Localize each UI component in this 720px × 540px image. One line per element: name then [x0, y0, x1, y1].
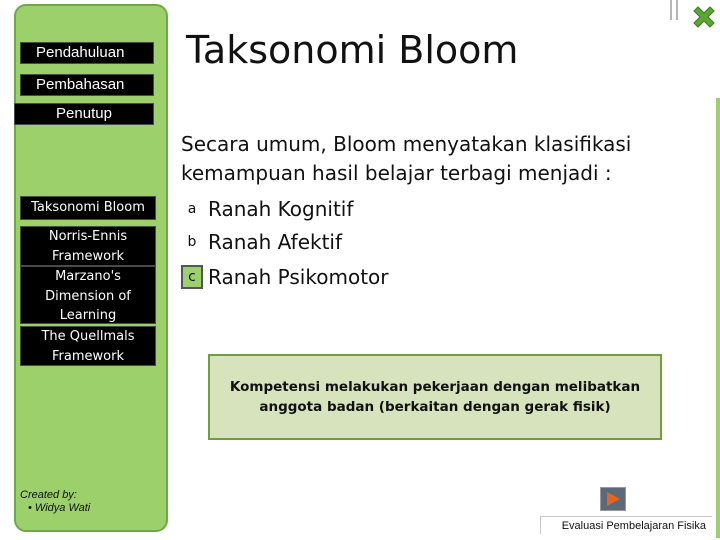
credit-author: • Widya Wati	[28, 502, 91, 514]
topic-button-marzano[interactable]: Marzano's Dimension of Learning	[20, 266, 156, 324]
author-name: Widya Wati	[34, 502, 91, 514]
topic-button-taksonomi-bloom[interactable]: Taksonomi Bloom	[20, 196, 156, 220]
close-icon[interactable]	[690, 3, 718, 31]
bullet-letter-b: b	[187, 234, 197, 250]
item-label: Ranah Psikomotor	[208, 265, 389, 289]
nav-button-pembahasan[interactable]: Pembahasan	[20, 74, 154, 96]
play-triangle-icon	[605, 491, 621, 507]
topic-button-norris-ennis[interactable]: Norris-Ennis Framework	[20, 226, 156, 266]
next-button[interactable]	[600, 487, 626, 511]
list-item-ranah-psikomotor[interactable]	[181, 262, 389, 292]
item-label: Ranah Kognitif	[208, 197, 354, 221]
list-item-ranah-kognitif[interactable]	[181, 194, 353, 224]
topic-button-quellmals[interactable]: The Quellmals Framework	[20, 326, 156, 366]
right-edge-bar	[716, 98, 720, 538]
item-label: Ranah Afektif	[208, 230, 343, 254]
footer-course-title: Evaluasi Pembelajaran Fisika	[540, 516, 712, 534]
bullet-letter-a: a	[187, 201, 197, 217]
intro-text: Secara umum, Bloom menyatakan klasifikasi kemampuan hasil belajar terbagi menjadi :	[181, 132, 632, 185]
slide-title: Taksonomi Bloom	[186, 28, 519, 72]
top-divider-mark	[670, 0, 672, 20]
definition-text: Kompetensi melakukan pekerjaan dengan melibatkan anggota badan (berkaitan dengan gerak fisik)	[229, 379, 641, 415]
top-divider-mark	[676, 0, 678, 20]
bullet-letter-c: c	[181, 265, 203, 289]
definition-box	[208, 354, 662, 440]
credit-label: Created by:	[20, 489, 77, 501]
nav-button-pendahuluan[interactable]: Pendahuluan	[20, 42, 154, 64]
list-item-ranah-afektif[interactable]	[181, 227, 342, 257]
credit-block	[20, 489, 90, 515]
nav-button-penutup[interactable]: Penutup	[14, 103, 154, 125]
